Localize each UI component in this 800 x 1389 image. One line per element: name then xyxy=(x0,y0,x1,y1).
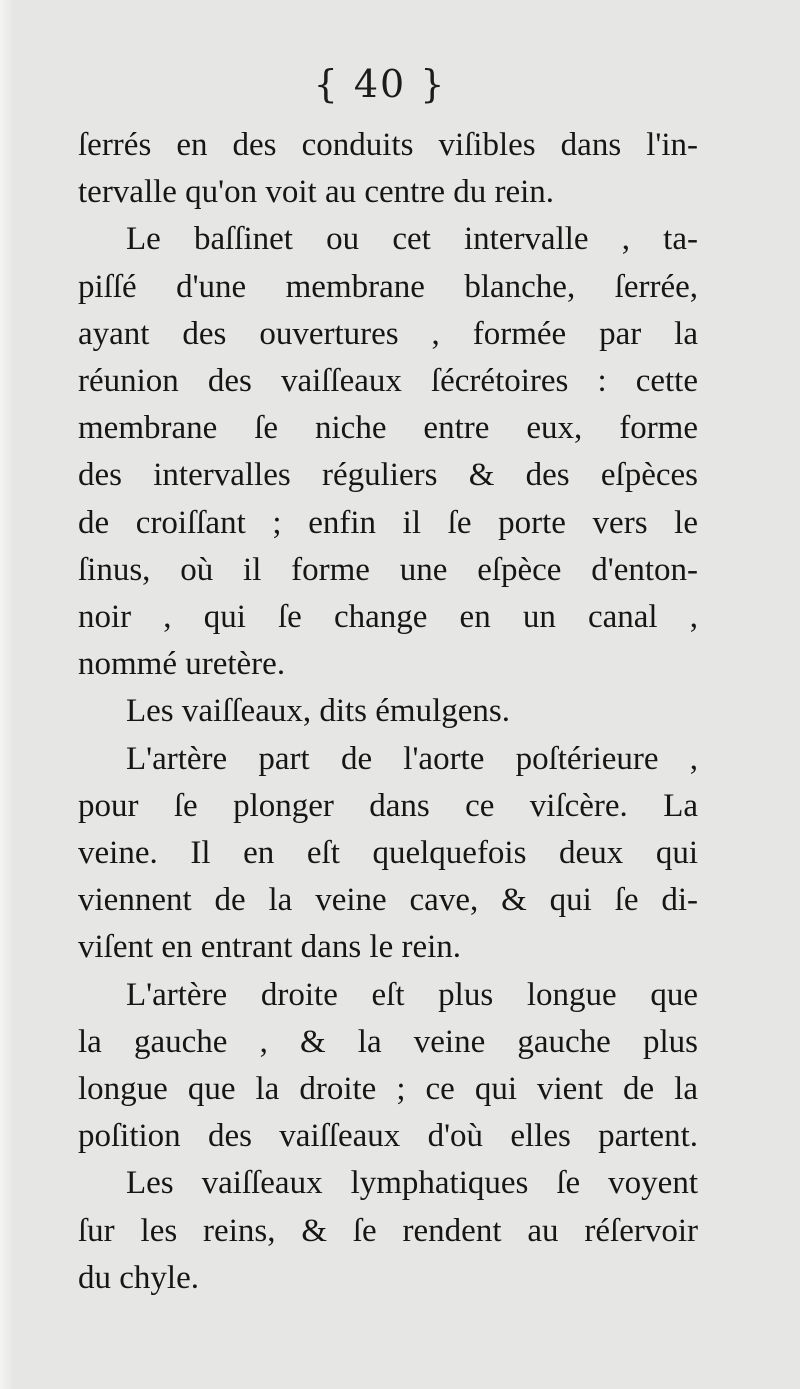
text-line: ayant des ouvertures , formée par la xyxy=(78,315,698,352)
body-text xyxy=(78,122,698,1302)
text-line: Les vaiſſeaux, dits émulgens. xyxy=(126,693,510,730)
text-line: réunion des vaiſſeaux ſécrétoires : cette xyxy=(78,363,698,400)
page-edge xyxy=(0,0,14,1389)
text-line: longue que la droite ; ce qui vient de la xyxy=(78,1071,698,1108)
text-line: L'artère part de l'aorte poſtérieure , xyxy=(126,740,698,777)
text-line: de croiſſant ; enfin il ſe porte vers le xyxy=(78,504,698,541)
text-line: ſur les reins, & ſe rendent au réſervoir xyxy=(78,1212,698,1249)
text-line: pour ſe plonger dans ce viſcère. La xyxy=(78,787,698,824)
text-line: du chyle. xyxy=(78,1259,199,1296)
text-line: ſerrés en des conduits viſibles dans l'in- xyxy=(78,127,698,163)
text-line: L'artère droite eſt plus longue que xyxy=(126,976,698,1013)
text-line: veine. Il en eſt quelquefois deux qui xyxy=(78,835,698,872)
text-line: viennent de la veine cave, & qui ſe di- xyxy=(78,882,698,919)
text-line: ſinus, où il forme une eſpèce d'enton- xyxy=(78,551,698,588)
text-line: nommé uretère. xyxy=(78,646,286,683)
page-number: { 40 } xyxy=(313,62,447,106)
text-line: Les vaiſſeaux lymphatiques ſe voyent xyxy=(126,1165,698,1202)
text-line: la gauche , & la veine gauche plus xyxy=(78,1023,698,1060)
text-line: des intervalles réguliers & des eſpèces xyxy=(78,457,698,494)
text-line: viſent en entrant dans le rein. xyxy=(78,929,462,966)
text-line: piſſé d'une membrane blanche, ſerrée, xyxy=(78,268,698,305)
text-line: poſition des vaiſſeaux d'où elles partent. xyxy=(78,1118,698,1155)
text-line: tervalle qu'on voit au centre du rein. xyxy=(78,174,555,211)
text-line: noir , qui ſe change en un canal , xyxy=(78,599,698,636)
text-line: membrane ſe niche entre eux, forme xyxy=(78,410,698,447)
text-line: Le baſſinet ou cet intervalle , ta- xyxy=(126,221,698,258)
